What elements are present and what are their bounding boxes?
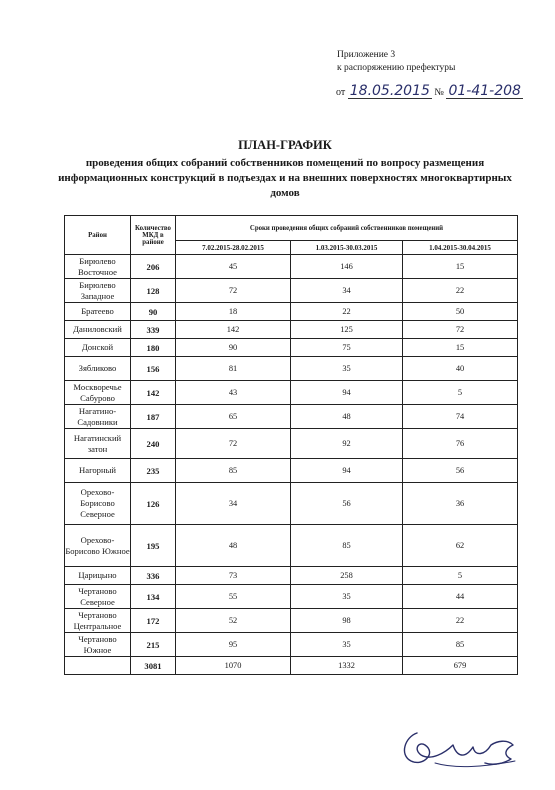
mkd-count-cell: 339 <box>131 321 176 339</box>
mkd-count-cell: 156 <box>131 357 176 381</box>
mkd-count-cell: 180 <box>131 339 176 357</box>
document-title <box>55 138 515 201</box>
period-2-cell: 22 <box>291 303 403 321</box>
district-cell: Царицыно <box>65 567 131 585</box>
mkd-count-cell: 336 <box>131 567 176 585</box>
period-3-cell: 5 <box>403 381 518 405</box>
mkd-count-cell: 206 <box>131 255 176 279</box>
table-row <box>65 609 518 633</box>
ref-number-label: № <box>434 87 444 98</box>
mkd-count-cell: 195 <box>131 525 176 567</box>
table-row <box>65 633 518 657</box>
appendix-line-2: к распоряжению префектуры <box>337 63 456 73</box>
period-1-cell: 55 <box>176 585 291 609</box>
table-row <box>65 567 518 585</box>
header-schedule: Сроки проведения общих собраний собственников помещений <box>176 216 518 241</box>
appendix-line-1: Приложение 3 <box>337 50 396 60</box>
period-3-cell: 62 <box>403 525 518 567</box>
period-1-cell: 73 <box>176 567 291 585</box>
period-1-cell: 43 <box>176 381 291 405</box>
total-period-2-cell: 1332 <box>291 657 403 675</box>
period-3-cell: 22 <box>403 609 518 633</box>
district-cell: Нагатино-Садовники <box>65 405 131 429</box>
mkd-count-cell: 128 <box>131 279 176 303</box>
district-cell: Бирюлево Западное <box>65 279 131 303</box>
mkd-count-cell: 142 <box>131 381 176 405</box>
period-3-cell: 36 <box>403 483 518 525</box>
mkd-count-cell: 187 <box>131 405 176 429</box>
total-period-3-cell: 679 <box>403 657 518 675</box>
table-row <box>65 525 518 567</box>
period-3-cell: 15 <box>403 255 518 279</box>
period-2-cell: 35 <box>291 357 403 381</box>
period-3-cell: 15 <box>403 339 518 357</box>
district-cell: Даниловский <box>65 321 131 339</box>
district-cell: Чертаново Центральное <box>65 609 131 633</box>
mkd-count-cell: 134 <box>131 585 176 609</box>
period-2-cell: 35 <box>291 585 403 609</box>
table-body <box>65 255 518 675</box>
period-2-cell: 94 <box>291 459 403 483</box>
district-cell: Москворечье Сабурово <box>65 381 131 405</box>
total-row <box>65 657 518 675</box>
table-row <box>65 321 518 339</box>
table-row <box>65 279 518 303</box>
period-1-cell: 52 <box>176 609 291 633</box>
period-2-cell: 125 <box>291 321 403 339</box>
district-cell: Нагорный <box>65 459 131 483</box>
district-cell: Бирюлево Восточное <box>65 255 131 279</box>
table-row <box>65 483 518 525</box>
table-row <box>65 429 518 459</box>
period-2-cell: 75 <box>291 339 403 357</box>
period-1-cell: 65 <box>176 405 291 429</box>
total-period-1-cell: 1070 <box>176 657 291 675</box>
period-2-cell: 48 <box>291 405 403 429</box>
ref-number: 01-41-208 <box>448 83 521 99</box>
table-row <box>65 303 518 321</box>
period-2-cell: 92 <box>291 429 403 459</box>
period-2-cell: 56 <box>291 483 403 525</box>
table-row <box>65 357 518 381</box>
table-row <box>65 255 518 279</box>
period-1-cell: 72 <box>176 429 291 459</box>
period-2-cell: 146 <box>291 255 403 279</box>
mkd-count-cell: 126 <box>131 483 176 525</box>
total-district-cell <box>65 657 131 675</box>
period-2-cell: 258 <box>291 567 403 585</box>
ref-from-label: от <box>336 87 346 98</box>
header-district: Район <box>65 216 131 255</box>
mkd-count-cell: 90 <box>131 303 176 321</box>
mkd-count-cell: 240 <box>131 429 176 459</box>
period-3-cell: 72 <box>403 321 518 339</box>
period-1-cell: 142 <box>176 321 291 339</box>
period-1-cell: 85 <box>176 459 291 483</box>
district-cell: Донской <box>65 339 131 357</box>
period-3-cell: 85 <box>403 633 518 657</box>
period-1-cell: 48 <box>176 525 291 567</box>
table-row <box>65 585 518 609</box>
mkd-count-cell: 235 <box>131 459 176 483</box>
table-row <box>65 381 518 405</box>
period-3-cell: 56 <box>403 459 518 483</box>
period-1-cell: 45 <box>176 255 291 279</box>
header-period-3: 1.04.2015-30.04.2015 <box>403 241 518 255</box>
district-cell: Орехово-Борисово Южное <box>65 525 131 567</box>
schedule-table <box>64 215 518 675</box>
period-1-cell: 95 <box>176 633 291 657</box>
ref-date: 18.05.2015 <box>349 83 430 99</box>
order-reference <box>336 84 523 99</box>
district-cell: Нагатинский затон <box>65 429 131 459</box>
period-1-cell: 18 <box>176 303 291 321</box>
period-3-cell: 5 <box>403 567 518 585</box>
table-row <box>65 405 518 429</box>
period-2-cell: 98 <box>291 609 403 633</box>
mkd-count-cell: 215 <box>131 633 176 657</box>
period-3-cell: 76 <box>403 429 518 459</box>
period-3-cell: 74 <box>403 405 518 429</box>
mkd-count-cell: 172 <box>131 609 176 633</box>
appendix-note <box>337 49 455 75</box>
district-cell: Чертаново Северное <box>65 585 131 609</box>
header-period-1: 7.02.2015-28.02.2015 <box>176 241 291 255</box>
header-mkd-count: Количество МКД в районе <box>131 216 176 255</box>
table-row <box>65 339 518 357</box>
period-3-cell: 40 <box>403 357 518 381</box>
handwritten-signature <box>395 715 530 775</box>
period-2-cell: 85 <box>291 525 403 567</box>
total-mkd-cell: 3081 <box>131 657 176 675</box>
district-cell: Зябликово <box>65 357 131 381</box>
period-3-cell: 44 <box>403 585 518 609</box>
period-1-cell: 81 <box>176 357 291 381</box>
header-period-2: 1.03.2015-30.03.2015 <box>291 241 403 255</box>
district-cell: Братеево <box>65 303 131 321</box>
period-2-cell: 94 <box>291 381 403 405</box>
period-2-cell: 34 <box>291 279 403 303</box>
period-2-cell: 35 <box>291 633 403 657</box>
title-main: ПЛАН-ГРАФИК <box>238 138 332 152</box>
table-row <box>65 459 518 483</box>
title-subtitle: проведения общих собраний собственников помещений по вопросу размещения информационных конструкций в подъездах и на внешних поверхностях многоквартирных домов <box>58 157 512 199</box>
district-cell: Чертаново Южное <box>65 633 131 657</box>
period-1-cell: 90 <box>176 339 291 357</box>
district-cell: Орехово-Борисово Северное <box>65 483 131 525</box>
period-1-cell: 34 <box>176 483 291 525</box>
period-1-cell: 72 <box>176 279 291 303</box>
period-3-cell: 50 <box>403 303 518 321</box>
period-3-cell: 22 <box>403 279 518 303</box>
